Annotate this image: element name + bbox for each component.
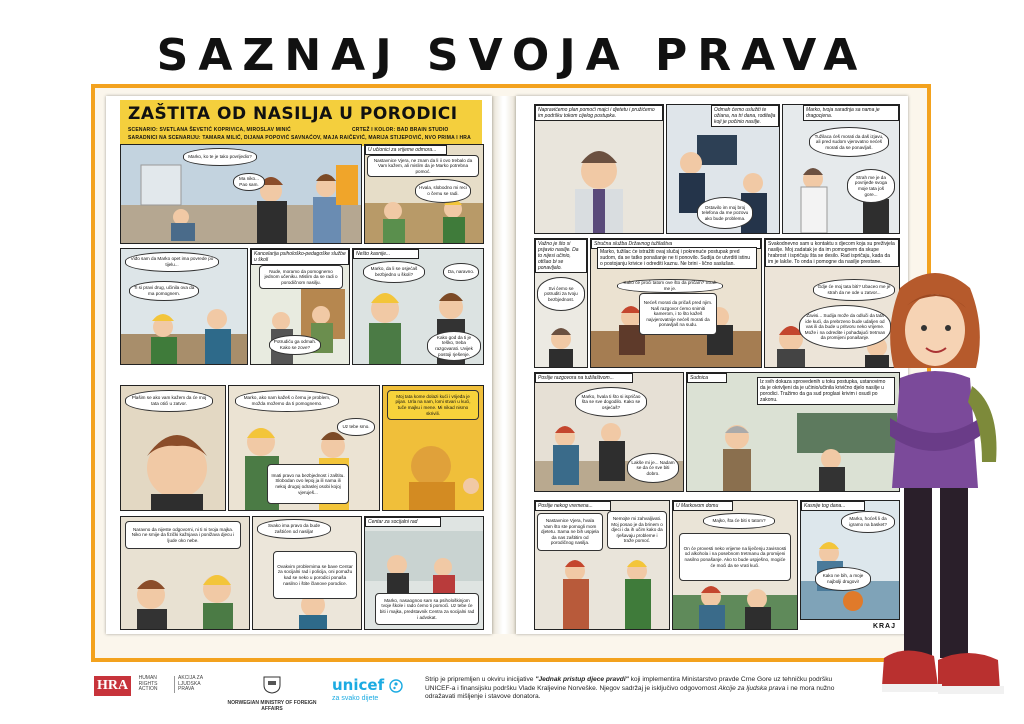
unicef-tagline: za svako dijete [332,695,379,702]
disclaimer-text: i ne mora nužno odražavati mišljenje i stavove donatora. [425,684,835,700]
speech-bubble: Imati pravo na bezbjednost i zaštitu. Slobodan ovo lepoj ja ili nama ili nekoj drugoj odraslej osobi kojoj vjeruješ... [267,464,349,504]
speech-bubble: Hvala, slobodno mi reci o čemu se radi. [415,179,471,203]
panel-caption: Napravićemo plan pomoći majci i djetetu i pružićemo im podršku tokom cijelog postupka. [535,105,663,121]
speech-bubble: Kako god da ti je teško, treba razgovarati. Uvijek postoji rješenje. [427,331,481,361]
speech-bubble: Ostavilo im moj broj telefona da me pozovu ako bude problema. [697,197,753,229]
speech-bubble: Nude, moramo da pomognemo jednom učeniku. Mislim da se radi o porodičnom nasilju. [259,265,343,289]
hra-name-en: HUMAN RIGHTS ACTION [138,675,158,692]
panel-prosecutor-phone [534,104,664,234]
panel-school-yard [120,144,362,244]
panel-caption: Marko, tvoja saradnja sa nama je dragocjena. [803,105,899,121]
speech-bubble: Zavisi... Sudija može da odluči da tata ide kući, da prebrzeno bude udaljen od vas ili da bude u pritvoru neko vrijeme. Može i na odredite i pohađajući tretman da promijeni ponašanje. [799,305,891,349]
speech-bubble: Marko, ko te je tako povrijedio? [183,148,257,166]
unicef-wordmark: unicef [332,676,385,694]
comic-title: ZAŠTITA OD NASILJA U PORODICI [128,104,458,124]
panel-caption: Svakodnevno sam u kontaktu s djecom koja su preživjela nasilje. Moj zadatak je da im pomognem da skupe hrabrost i ispričaju šta se desilo. Rad ispričaju, kada da im je lakše. To onda i pomogne da nasilje prestane. [765,239,899,267]
panel-caption: Poslije razgovora na tužilaštvom... [535,373,633,383]
norway-crest-icon [261,676,283,694]
disclaimer-text: koji implementira Ministarstvo pravde Crne Gore uz tehničku podršku UNICEF-a i finansijsku podršku Vlade Kraljevine Norveške. Njegov sadržaj je isključivo odgovornost [425,676,833,692]
panel-police [666,104,780,234]
panel-caption: Nešto kasnije... [353,249,419,259]
speech-bubble: Nećeš morati da pričaš pred njim. Naš razgovor ćemo snimiti kamerom, i to što kažeš najvjerovatnije nećeš morati da ponavljaš na sudu. [639,293,717,335]
panel-prosecutor-marko [782,104,900,234]
speech-bubble: Ovakvim problemima se bave Centar za socijalni rad i policija, oni pomažu kad se neko u porodici ponaša nasilno i štite članove porodice. [273,551,357,599]
speech-bubble: Strah me je da povrijeđe svoga moje tata još gore... [847,169,895,203]
poster-title: SAZNAJ SVOJA PRAVA [156,30,868,81]
credit-drawing: CRTEŽ I KOLOR: BAD BRAIN STUDIO [352,127,449,133]
girl-mascot-illustration [860,268,1010,708]
speech-bubble: Kako će proći tatom ove što da pričam? Strah me je. [617,279,723,293]
panel-caption: Centar za socijalni rad [365,517,441,527]
speech-bubble: Nastavnice Vjera, hvala Vam što ste pomogli mom djetetu. Sama ne bih uspjela da nas zaštitim od porodičnog nasilja. [537,513,603,551]
hra-name-me: AKCIJA ZA LJUDSKA PRAVA [174,676,210,693]
panel-important [534,238,588,368]
disclaimer-text: Strip je pripremljen u okviru inicijative [425,676,536,683]
panel-caption: Iz svih dokaza sprovedenih u toku postupka, ustanovimo da je okrivljeni da je učinio/učinila krivično djelo nasilje u porodici. Tražimo da ga sud proglasi krivim i osudi po zakonu. [757,377,895,405]
speech-bubble: Marko, hvala ti što si ispričao šta se sve dogodilo. Kako se osjećaš? [575,387,647,417]
left-page [106,96,492,634]
speech-bubble: Svako ima pravo da bude zaštićen od nasilja! [257,519,331,539]
credit-scenario: SCENARIO: SVETLANA ŠEVETIĆ KOPRIVICA, MIROSLAV MINIĆ [128,127,291,133]
speech-bubble: Da, naravno. [443,263,479,281]
speech-bubble: Viđo sam da Marko opet ima povrede po tijelu... [125,252,219,272]
speech-bubble: Lakše mi je... Nadam se da će sve biti dobro. [627,453,679,483]
footer-disclaimer [425,676,845,702]
unicef-globe-icon [389,679,403,693]
panel-classroom [364,144,484,244]
speech-bubble: Kako ne bih, a moje najbolji drugovi! [815,567,871,591]
panel-friend [120,248,248,365]
speech-bubble: Uz tebe smo. [337,418,375,436]
hra-logo [94,676,210,696]
panel-caption: Kancelarija psihološko-pedagoške službe u školi [251,249,349,265]
speech-bubble: Plašim se ako vam kažem da će moj tata otići u zatvor. [125,390,213,412]
speech-bubble: Marko, ako nam kažeš o čemu je problem, možda možemo da ti pomognemo. [235,390,339,412]
panel-caption: Važno je što si prijavio nasilje. Da to nijesi učinio, otišao bi se ponavljalo. [535,239,587,273]
norway-ministry-name: NORWEGIAN MINISTRY OF FOREIGN AFFAIRS [227,700,317,712]
panel-mother-thanks [534,500,670,630]
speech-bubble: Majko, šta će biti s tatom? [703,513,775,529]
panel-caption: U Markovom domu [673,501,733,511]
speech-bubble: Nemojte mi zahvaljivati. Moj posao je da brinem o djeci i da ih učim kako da rješavaju probleme i traže pomoć. [607,511,667,549]
right-page [516,96,908,634]
panel-prosecution-office [590,238,762,368]
speech-bubble: Moj tata kome dolazi kući i vrijeđa je pijan. Urla na nam, lomi stvari u kući, tuče majku i mene. Mi nikad nismo skrivili. [387,390,479,420]
speech-bubble: Tužilaca ćeš morati da daš izjavu, ali pred sudom vjerovatno nećeš morati da se ponavljaš. [809,127,889,157]
panel-caption: U učionici za vrijeme odmora... [365,145,447,155]
panel-caption: Marko, tužilac će istražiti ovaj slučaj i pokrenuće postupak pred sudom, da se tatko ponašanje ne ti ponovilo. Sudija će utvrditi istinu o postojanju krivice i odrediti kaznu. Ne brini - lično saslušan. [597,247,757,269]
panel-art [535,105,663,233]
speech-bubble: On će provesti neko vrijeme na liječenju zavisnosti od alkohola i na posebnom tretmanu da promijeni nasilno ponašanje. Ako to bude uspješno, mogiće će moći da se vrati kući. [679,533,791,581]
speech-bubble: Marko, hoćeš li da igramo na basket? [841,511,895,533]
unicef-logo [332,676,403,702]
norway-logo [222,676,322,712]
speech-bubble: Gdje će moj tata biti? Ubaceo me je strah da ne ode u zatvor... [813,279,895,301]
panel-office [250,248,350,365]
panel-caption: Kasnije tog dana... [801,501,865,511]
panel-art [783,105,899,233]
panel-caption: Stručna služba Državnog tužilaštva [591,239,761,249]
panel-angry-father [382,385,484,511]
end-label: KRAJ [872,623,896,630]
organization-name: Akcije za ljudska prava [718,684,786,692]
speech-bubble: Ti si pravi drug, učinila ova da ma pomognem. [129,281,199,301]
speech-bubble: Nastavnice Vjera, ne znam da li ii ovo trebalo da Vam kažem, ali mislim da je Marko potrebna pomoć. [367,155,479,177]
panel-teacher [120,516,250,630]
comic-title-box [120,100,482,146]
speech-bubble: Marko, da li se osjećaš bezbjedno u školi? [363,261,425,283]
initiative-name: "Jednak pristup djece pravdi" [535,676,629,683]
panel-social-center [364,516,484,630]
panel-caption: Odmah ćemo uslužiti te ožiana, na tri dana, roditelja koji je počinio nasilje. [711,105,779,127]
book-spine [492,96,516,634]
panel-marko-closeup [120,385,226,511]
panel-rights [252,516,362,630]
credit-collaborators: SARADNICI NA SCENARIJU: TAMARA MILIĆ, DIJANA POPOVIĆ SAVNAĆOV, MAJA RAIČEVIĆ, MARIJA STIJEPOVIĆ, NVO PRIMA I HRA [128,135,471,141]
hra-logo-mark: HRA [94,676,131,696]
panel-after-talk [534,372,684,492]
panel-caption: Poslije nekog vremena... [535,501,611,511]
speech-bubble: Svi ćemo se potruditi za tvoju bezbjednost. [537,277,585,311]
panel-caption: Sudnica [687,373,727,383]
speech-bubble: Marko, nasaognoo sam sa psihološkinjom tvoje škole i rado ćemo ti pomoći. Uz tebe će biti i majka, predstavnik Centra za socijalni rad i advokat. [375,593,479,625]
speech-bubble: Naravno da nijeste odgovorni, ni ti ni tvoja majka. Niko ne smije da fizički kažnjava i ponižava djecu i ljude oko nebe. [125,521,241,549]
panel-counselor [352,248,484,365]
speech-bubble: Potrudiću ga odmah. Kako se zove? [269,335,321,355]
panel-support [228,385,380,511]
speech-bubble: Ma niko... Pao sam. [233,173,265,191]
panel-marko-home [672,500,798,630]
